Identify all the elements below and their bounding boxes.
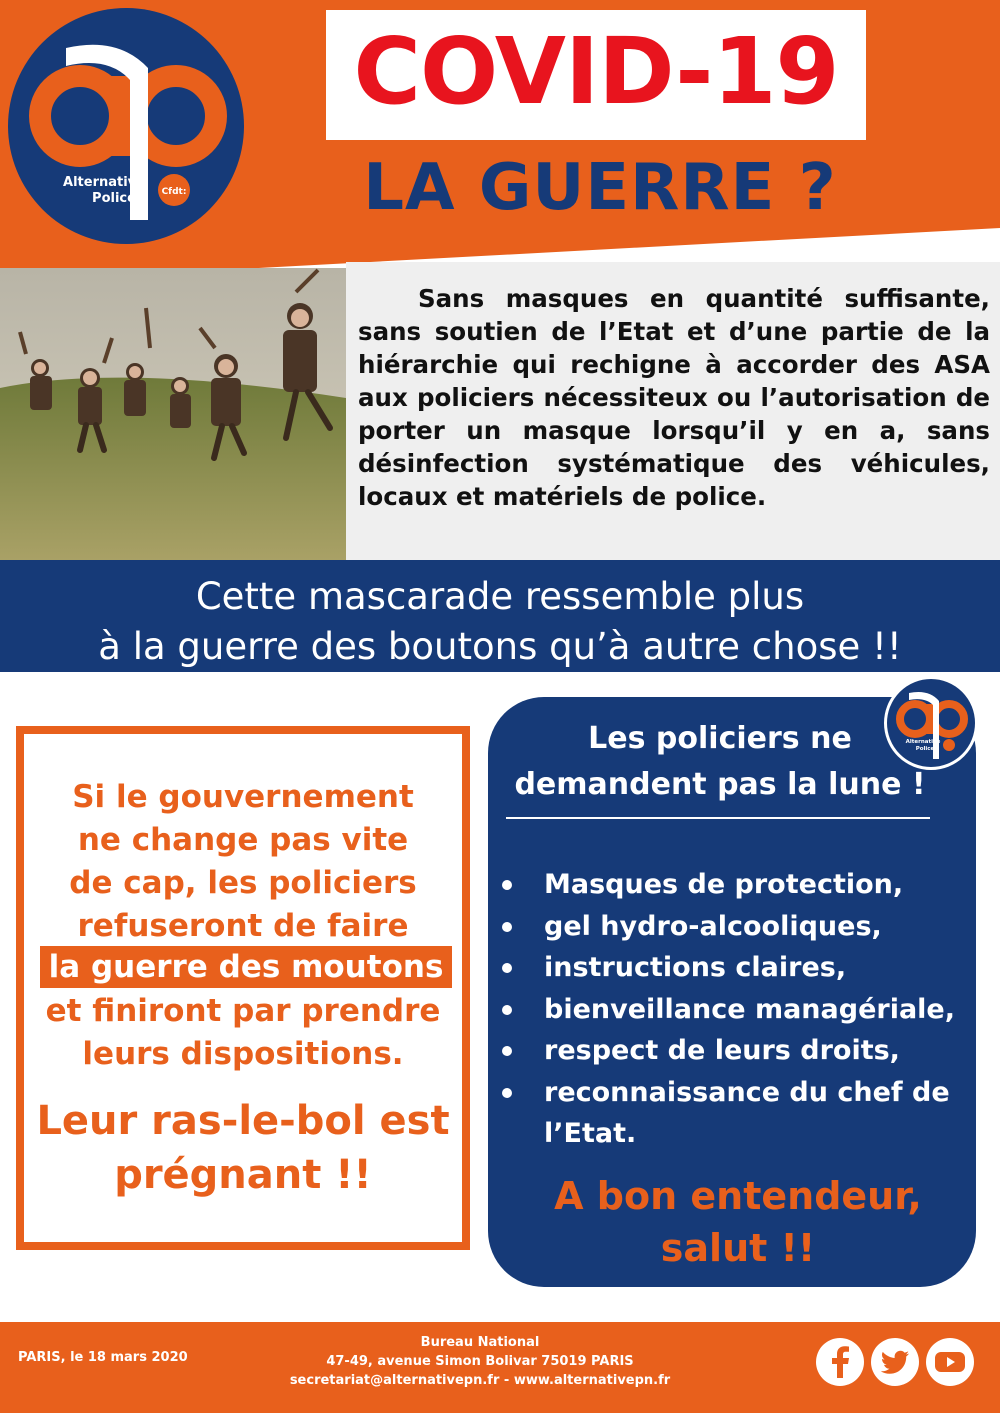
closing-line-1: A bon entendeur, [554,1174,922,1218]
warning-conclusion [22,1094,464,1202]
list-item: gel hydro-alcooliques, [500,906,974,948]
list-item: bienveillance managériale, [500,989,974,1031]
small-logo-text-line2: Police [915,746,935,752]
youtube-icon[interactable] [926,1338,974,1386]
warning-line: ne change pas vite [77,822,409,858]
footer-contact-link[interactable]: secretariat@alternativepn.fr - www.alternativepn.fr [289,1373,671,1388]
closing-line-2: salut !! [660,1226,816,1270]
demands-title-line-2: demandent pas la lune ! [514,767,926,802]
demands-title [500,716,940,808]
intro-paragraph: Sans masques en quantité suffisante, sans soutien de l’Etat et d’une partie de la hiérarchie qui rechigne à accorder des ASA aux policiers nécessiteux ou l’autorisation de porter un masque lorsqu’il y en a, sans désinfection systématique des véhicules, locaux et matériels de police. [358,284,990,511]
highlight-text: la guerre des moutons [48,949,444,985]
list-item: reconnaissance du chef de l’Etat. [500,1072,974,1155]
small-logo-text-line1: Alternative [905,739,941,745]
running-children-photo [0,268,346,560]
demands-list [500,864,974,1155]
demands-closing [500,1170,976,1274]
logo-text-line1: Alternative [63,175,145,190]
footer-address-block [270,1333,690,1390]
warning-line: leurs dispositions. [82,1036,404,1072]
footer-address: 47-49, avenue Simon Bolivar 75019 PARIS [326,1354,634,1369]
headline-band-text [0,572,1000,672]
warning-text [22,776,464,948]
conclusion-line-1: Leur ras-le-bol est [36,1098,450,1144]
footer-date: PARIS, le 18 mars 2020 [18,1350,188,1365]
band-line-1: Cette mascarade ressemble plus [195,575,805,618]
list-item: respect de leurs droits, [500,1030,974,1072]
warning-line: et finiront par prendre [45,993,441,1029]
warning-line: Si le gouvernement [72,779,414,815]
band-line-2: à la guerre des boutons qu’à autre chose !! [98,625,902,668]
warning-text-after [22,990,464,1076]
demands-divider [506,817,930,819]
twitter-icon[interactable] [871,1338,919,1386]
warning-line: de cap, les policiers [69,865,417,901]
list-item: instructions claires, [500,947,974,989]
list-item: Masques de protection, [500,864,974,906]
conclusion-line-2: prégnant !! [114,1152,372,1198]
page-subtitle: LA GUERRE ? [363,151,837,225]
facebook-icon[interactable] [816,1338,864,1386]
logo-badge: Cfdt: [161,187,187,197]
alternative-police-logo [8,8,244,244]
warning-line: refuseront de faire [77,908,409,944]
page-title: COVID-19 [353,18,839,125]
logo-text-line2: Police [92,191,136,206]
demands-title-line-1: Les policiers ne [588,721,852,756]
ap-logo-icon [8,8,244,244]
footer-office: Bureau National [420,1335,540,1350]
